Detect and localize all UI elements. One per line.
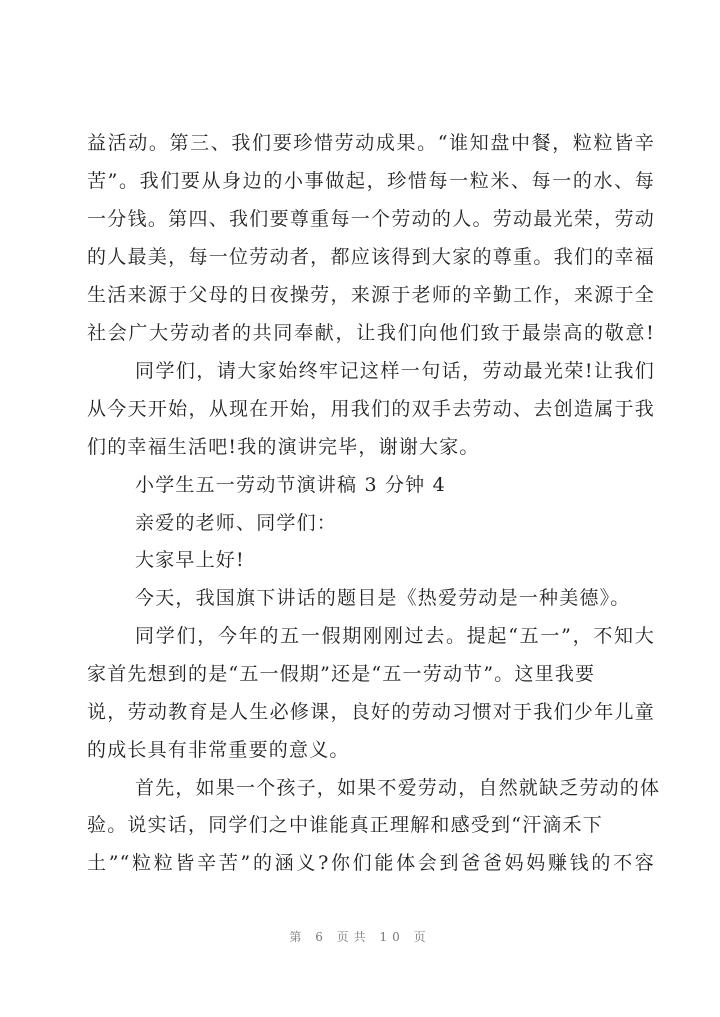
body-text-line: 的成长具有非常重要的意义。 [87, 739, 350, 761]
body-text-line: 从今天开始，从现在开始，用我们的双手去劳动、去创造属于我 [87, 398, 655, 420]
body-text-line: 苦”。我们要从身边的小事做起，珍惜每一粒米、每一的水、每 [87, 170, 655, 192]
body-text-line: 今天，我国旗下讲话的题目是《热爱劳动是一种美德》。 [135, 587, 631, 609]
body-text-line: 们的幸福生活吧!我的演讲完毕，谢谢大家。 [87, 436, 480, 458]
body-text-line: 一分钱。第四、我们要尊重每一个劳动的人。劳动最光荣，劳动 [87, 208, 655, 230]
body-text-line: 土”“粒粒皆辛苦”的涵义?你们能体会到爸爸妈妈赚钱的不容 [87, 852, 655, 874]
body-text-line: 说，劳动教育是人生必修课，良好的劳动习惯对于我们少年儿童 [87, 701, 655, 723]
body-text-line: 同学们，今年的五一假期刚刚过去。提起“五一”，不知大 [135, 625, 655, 647]
body-text-line: 益活动。第三、我们要珍惜劳动成果。“谁知盘中餐，粒粒皆辛 [87, 132, 655, 154]
salutation: 亲爱的老师、同学们： [135, 512, 338, 534]
body-text-line: 首先，如果一个孩子，如果不爱劳动，自然就缺乏劳动的体 [135, 777, 661, 799]
page-number-footer: 第 6 页共 10 页 [289, 930, 431, 944]
body-text-line: 家首先想到的是“五一假期”还是“五一劳动节”。这里我要 [87, 663, 596, 685]
body-text-line: 验。说实话，同学们之中谁能真正理解和感受到“汗滴禾下 [87, 814, 603, 836]
body-text-line: 生活来源于父母的日夜操劳，来源于老师的辛勤工作，来源于全 [87, 284, 655, 306]
body-text-line: 同学们，请大家始终牢记这样一句话，劳动最光荣!让我们 [135, 360, 655, 382]
body-text-line: 的人最美，每一位劳动者，都应该得到大家的尊重。我们的幸福 [87, 246, 655, 268]
section-heading: 小学生五一劳动节演讲稿 3 分钟 4 [135, 474, 446, 496]
greeting: 大家早上好! [135, 549, 245, 571]
body-text-line: 社会广大劳动者的共同奉献，让我们向他们致于最崇高的敬意! [87, 322, 655, 344]
